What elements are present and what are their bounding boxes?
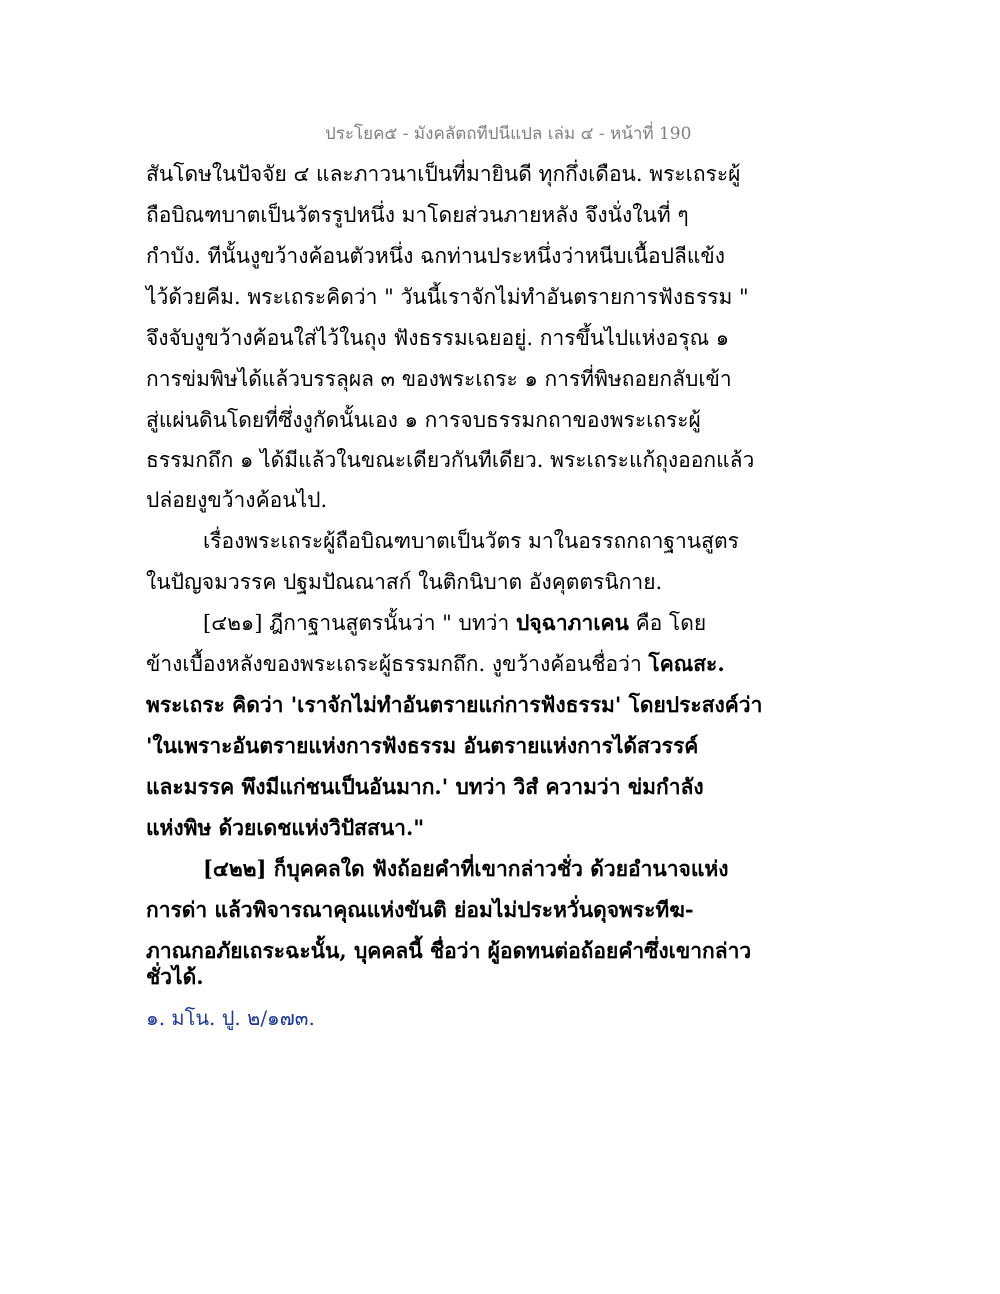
page-header: ประโยค๕ - มังคลัตถทีปนีแปล เล่ม ๔ - หน้าที่ 190 <box>325 124 692 144</box>
body-line: ไว้ด้วยคีม. พระเถระคิดว่า " วันนี้เราจักไม่ทำอันตรายการฟังธรรม " <box>146 285 749 309</box>
text-run: [๔๒๑] ฎีกาฐานสูตรนั้นว่า " บทว่า <box>203 611 516 635</box>
body-line <box>146 647 725 681</box>
footnote: ๑. มโน. ปู. ๒/๑๗๓. <box>146 1006 315 1030</box>
bold-term: ปจฺฉาภาเคน <box>515 610 629 635</box>
body-line: สู่แผ่นดินโดยที่ซึ่งงูกัดนั้นเอง ๑ การจบธรรมกถาของพระเถระผู้ <box>146 408 701 432</box>
body-line-bold: [๔๒๒] ก็บุคคลใด ฟังถ้อยคำที่เขากล่าวชั่ว ด้วยอำนาจแห่ง <box>203 856 729 881</box>
bold-term: โคณสะ. <box>648 651 725 676</box>
body-line-bold: ชั่วได้. <box>146 964 204 989</box>
body-line: เรื่องพระเถระผู้ถือบิณฑบาตเป็นวัตร มาในอรรถกถาฐานสูตร <box>203 529 739 553</box>
text-run: คือ โดย <box>628 611 707 635</box>
body-line: สันโดษในปัจจัย ๔ และภาวนาเป็นที่มายินดี ทุกกึ่งเดือน. พระเถระผู้ <box>146 162 741 186</box>
body-line: ธรรมกถึก ๑ ได้มีแล้วในขณะเดียวกันทีเดียว. พระเถระแก้ถุงออกแล้ว <box>146 448 755 472</box>
body-line-bold: พระเถระ คิดว่า 'เราจักไม่ทำอันตรายแก่การฟังธรรม' โดยประสงค์ว่า <box>146 692 763 717</box>
body-line-bold: ภาณกอภัยเถระฉะนั้น, บุคคลนี้ ชื่อว่า ผู้อดทนต่อถ้อยคำซึ่งเขากล่าว <box>146 938 752 963</box>
body-line-bold: 'ในเพราะอันตรายแห่งการฟังธรรม อันตรายแห่งการได้สวรรค์ <box>146 733 699 758</box>
body-line: ปล่อยงูขว้างค้อนไป. <box>146 488 328 512</box>
body-line: ในปัญจมวรรค ปฐมปัณณาสก์ ในติกนิบาต อังคุตตรนิกาย. <box>146 570 663 594</box>
body-line: จึงจับงูขว้างค้อนใส่ไว้ในถุง ฟังธรรมเฉยอยู่. การขึ้นไปแห่งอรุณ ๑ <box>146 326 730 350</box>
body-line: การข่มพิษได้แล้วบรรลุผล ๓ ของพระเถระ ๑ การที่พิษถอยกลับเข้า <box>146 367 732 391</box>
body-line <box>203 606 707 640</box>
body-line-bold: แห่งพิษ ด้วยเดชแห่งวิปัสสนา." <box>146 815 425 840</box>
text-run: ข้างเบื้องหลังของพระเถระผู้ธรรมกถึก. งูขว้างค้อนชื่อว่า <box>146 652 649 676</box>
body-line-bold: และมรรค พึงมีแก่ชนเป็นอันมาก.' บทว่า วิสํ ความว่า ข่มกำลัง <box>146 774 704 799</box>
body-line-bold: การด่า แล้วพิจารณาคุณแห่งขันติ ย่อมไม่ประหวั่นดุจพระทีฆ- <box>146 897 694 922</box>
body-line: ถือบิณฑบาตเป็นวัตรรูปหนึ่ง มาโดยส่วนภายหลัง จึงนั่งในที่ ๆ <box>146 203 689 227</box>
body-line: กำบัง. ทีนั้นงูขว้างค้อนตัวหนึ่ง ฉกท่านประหนึ่งว่าหนีบเนื้อปลีแข้ง <box>146 244 725 268</box>
